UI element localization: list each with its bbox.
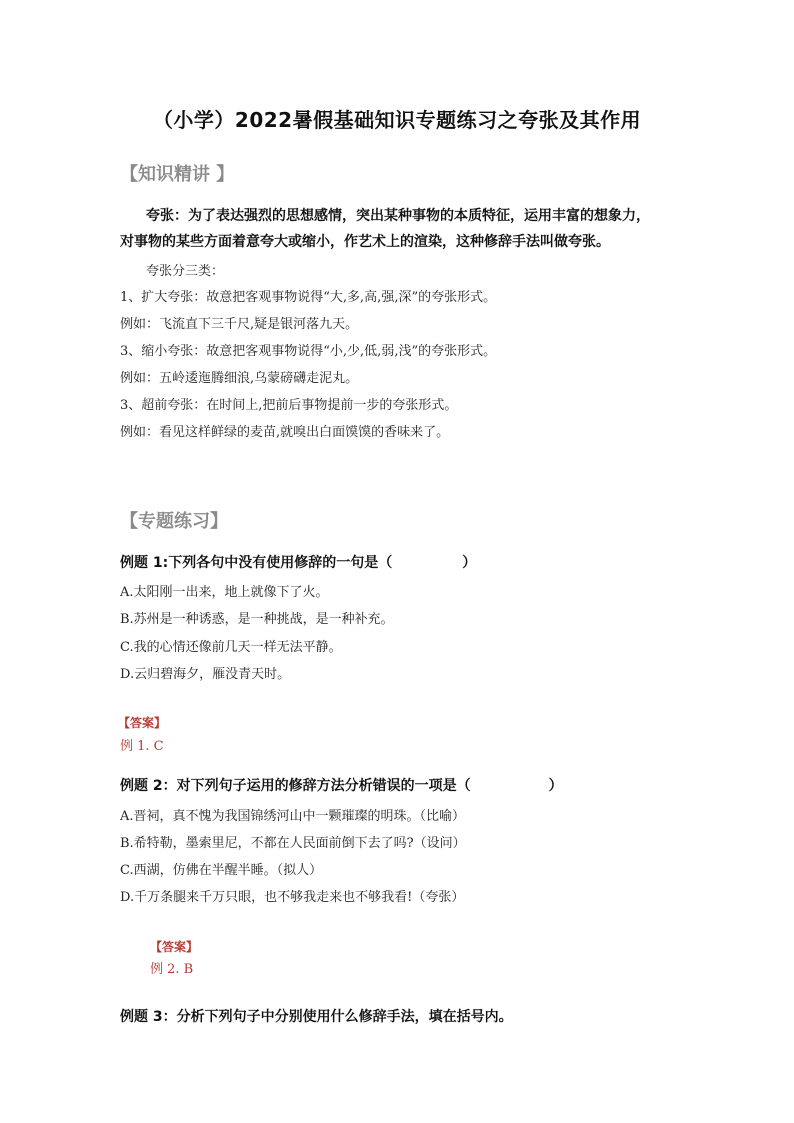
question-3-stem: 例题 3：分析下列句子中分别使用什么修辞手法，填在括号内。 bbox=[120, 1009, 513, 1025]
question-2-stem bbox=[120, 775, 563, 795]
knowledge-line: 1、扩大夸张：故意把客观事物说得“大,多,高,强,深”的夸张形式。 bbox=[120, 290, 497, 305]
question-1-answer-label: 【答案】 bbox=[118, 716, 167, 730]
knowledge-line: 例如：看见这样鲜绿的麦苗,就嗅出白面馍馍的香味来了。 bbox=[120, 425, 450, 440]
knowledge-line: 例如：五岭逶迤腾细浪,乌蒙磅礴走泥丸。 bbox=[120, 371, 359, 386]
question-1-stem bbox=[120, 552, 476, 572]
question-2-answer: 例 2. B bbox=[150, 962, 194, 977]
question-2-stem-end: ） bbox=[548, 778, 563, 794]
question-2-option-a: A.晋祠，真不愧为我国锦绣河山中一颗璀璨的明珠。（比喻） bbox=[120, 809, 466, 824]
definition-line-2: 对事物的某些方面着意夸大或缩小，作艺术上的渲染，这种修辞手法叫做夸张。 bbox=[120, 234, 610, 250]
categories-intro: 夸张分三类： bbox=[146, 264, 225, 279]
page-title: （小学）2022暑假基础知识专题练习之夸张及其作用 bbox=[152, 108, 642, 132]
question-1-answer: 例 1. C bbox=[120, 739, 164, 754]
knowledge-line: 3、超前夸张：在时间上,把前后事物提前一步的夸张形式。 bbox=[120, 398, 458, 413]
question-1-stem-text: 例题 1:下列各句中没有使用修辞的一句是（ bbox=[120, 555, 393, 571]
question-2-answer-label: 【答案】 bbox=[150, 940, 199, 954]
question-2-option-b: B.希特勒，墨索里尼，不都在人民面前倒下去了吗?（设问） bbox=[120, 836, 466, 851]
section-heading-knowledge: 【知识精讲 】 bbox=[120, 164, 235, 185]
knowledge-line: 例如：飞流直下三千尺,疑是银河落九天。 bbox=[120, 317, 359, 332]
definition-line-1: 夸张：为了表达强烈的思想感情，突出某种事物的本质特征，运用丰富的想象力， bbox=[146, 208, 650, 224]
section-heading-practice: 【专题练习】 bbox=[120, 511, 228, 532]
knowledge-line: 3、缩小夸张：故意把客观事物说得“小,少,低,弱,浅”的夸张形式。 bbox=[120, 344, 497, 359]
question-1-option-a: A.太阳刚一出来，地上就像下了火。 bbox=[120, 585, 329, 600]
question-1-option-d: D.云归碧海夕，雁没青天时。 bbox=[120, 667, 291, 682]
question-1-option-b: B.苏州是一种诱惑，是一种挑战，是一种补充。 bbox=[120, 612, 394, 627]
question-1-option-c: C.我的心情还像前几天一样无法平静。 bbox=[120, 640, 342, 655]
question-1-stem-end: ） bbox=[462, 555, 477, 571]
question-2-stem-text: 例题 2：对下列句子运用的修辞方法分析错误的一项是（ bbox=[120, 778, 471, 794]
question-2-option-c: C.西湖，仿佛在半醒半睡。（拟人） bbox=[120, 863, 323, 878]
question-2-option-d: D.千万条腿来千万只眼，也不够我走来也不够我看!（夸张） bbox=[120, 890, 465, 905]
